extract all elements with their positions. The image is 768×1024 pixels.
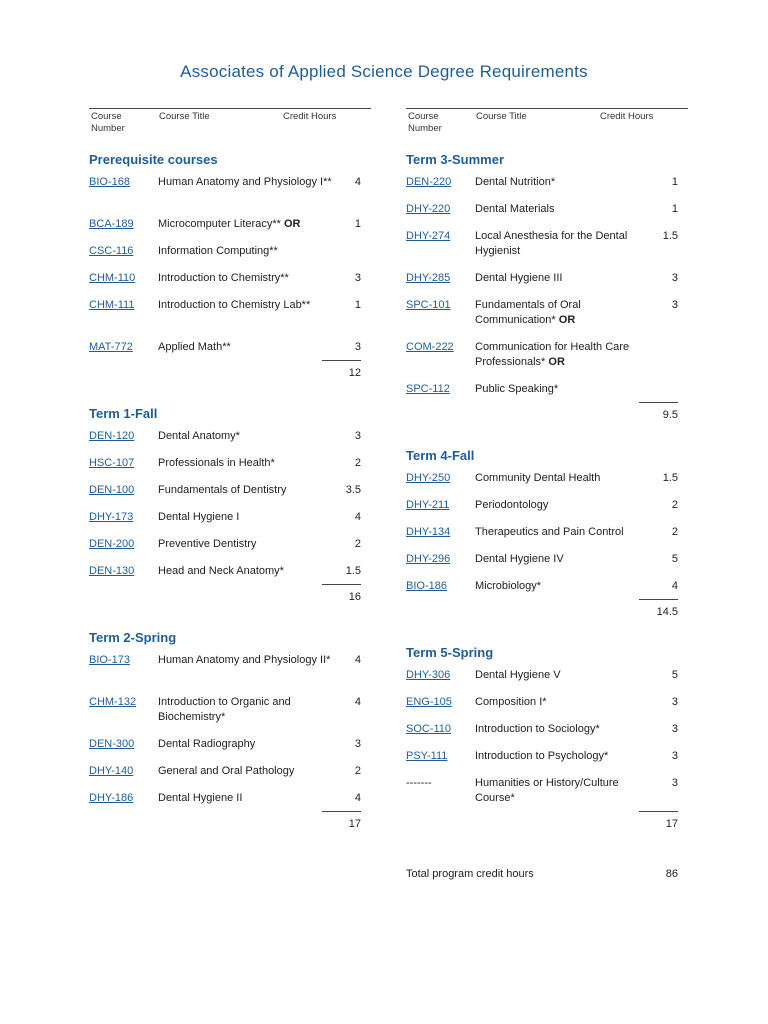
section-subtotal-value: 9.5 <box>662 409 678 421</box>
course-title <box>475 271 650 286</box>
course-code-link: ------- <box>406 777 432 789</box>
table-header <box>89 108 371 151</box>
section-title: Term 4-Fall <box>406 448 475 463</box>
section-title: Prerequisite courses <box>89 152 218 167</box>
course-row <box>89 217 371 244</box>
course-credits: 3 <box>671 777 678 789</box>
course-title-text: Humanities or History/Culture Course* <box>475 777 619 804</box>
course-title-text: Therapeutics and Pain Control <box>475 526 624 538</box>
course-code-link[interactable]: DHY-296 <box>406 553 451 565</box>
section-term-2-spring <box>89 629 371 856</box>
table-header <box>406 108 688 151</box>
course-title <box>475 498 650 513</box>
course-code-link[interactable]: ENG-105 <box>406 696 452 708</box>
course-credits: 4 <box>671 580 678 592</box>
course-credits: 4 <box>354 792 361 804</box>
section-gap <box>89 833 371 856</box>
header-credit-hours: Credit Hours <box>600 111 654 122</box>
course-title-text: Community Dental Health <box>475 472 601 484</box>
course-title <box>475 579 650 594</box>
course-title <box>475 471 650 486</box>
course-title-text: Fundamentals of Dentistry <box>158 484 287 496</box>
course-code-link[interactable]: CHM-110 <box>89 272 136 284</box>
course-title <box>475 749 650 764</box>
course-title-text: Composition I* <box>475 696 547 708</box>
program-total-label: Total program credit hours <box>406 868 534 880</box>
course-title-text: Human Anatomy and Physiology I** <box>158 176 332 188</box>
section-term-4-fall <box>406 447 688 644</box>
section-subtotal <box>89 591 371 606</box>
course-code-link[interactable]: BIO-173 <box>89 654 130 666</box>
course-title <box>158 695 333 725</box>
course-credits: 3 <box>354 341 361 353</box>
course-row <box>89 298 371 340</box>
header-course-title: Course Title <box>159 111 210 122</box>
course-row <box>89 175 371 217</box>
course-row <box>406 229 688 271</box>
course-row <box>89 791 371 818</box>
page-title: Associates of Applied Science Degree Requirements <box>180 62 588 81</box>
course-title <box>158 340 333 355</box>
section-subtotal-value: 17 <box>348 818 361 830</box>
left-column <box>89 108 371 856</box>
course-row <box>89 510 371 537</box>
course-row <box>89 429 371 456</box>
course-title-text: Preventive Dentistry <box>158 538 257 550</box>
course-code-link[interactable]: COM-222 <box>406 341 454 353</box>
course-title <box>475 175 650 190</box>
course-code-link[interactable]: DEN-200 <box>89 538 135 550</box>
course-title-text: Applied Math** <box>158 341 231 353</box>
course-title-text: Microbiology* <box>475 580 542 592</box>
course-title-text: Head and Neck Anatomy* <box>158 565 284 577</box>
course-title <box>158 537 333 552</box>
course-title <box>158 271 333 286</box>
course-credits: 4 <box>354 696 361 708</box>
course-title-text: Dental Nutrition* <box>475 176 556 188</box>
course-credits: 3 <box>671 272 678 284</box>
course-code-link[interactable]: PSY-111 <box>406 750 448 762</box>
section-subtotal <box>406 606 688 621</box>
course-code-link[interactable]: DHY-211 <box>406 499 450 511</box>
course-or-suffix: OR <box>548 356 565 368</box>
course-title <box>475 202 650 217</box>
course-credits: 3 <box>354 430 361 442</box>
section-title: Term 1-Fall <box>89 406 158 421</box>
course-code-link[interactable]: SPC-112 <box>406 383 450 395</box>
course-title-text: Introduction to Psychology* <box>475 750 609 762</box>
course-credits: 3.5 <box>345 484 361 496</box>
course-credits: 3 <box>354 738 361 750</box>
course-code-link[interactable]: DHY-173 <box>89 511 134 523</box>
course-row <box>406 579 688 606</box>
course-code-link[interactable]: SPC-101 <box>406 299 451 311</box>
course-title-text: General and Oral Pathology <box>158 765 295 777</box>
course-title <box>475 525 650 540</box>
course-row <box>406 722 688 749</box>
section-term-1-fall <box>89 405 371 629</box>
course-credits: 3 <box>671 299 678 311</box>
course-credits: 1 <box>671 203 678 215</box>
course-title <box>158 483 333 498</box>
course-title-text: Information Computing** <box>158 245 278 257</box>
course-title-text: Microcomputer Literacy** <box>158 218 281 230</box>
section-term-3-summer <box>406 151 688 447</box>
course-code-link[interactable]: SOC-110 <box>406 723 452 735</box>
course-title <box>475 298 650 328</box>
section-subtotal-value: 16 <box>348 591 361 603</box>
course-title <box>475 722 650 737</box>
course-title <box>158 429 333 444</box>
course-code-link[interactable]: DHY-220 <box>406 203 451 215</box>
course-credits: 1 <box>354 299 361 311</box>
course-title-text: Dental Materials <box>475 203 555 215</box>
section-title: Term 2-Spring <box>89 630 177 645</box>
program-total-value: 86 <box>665 868 678 880</box>
course-title <box>158 764 333 779</box>
course-code-link[interactable]: CHM-132 <box>89 696 137 708</box>
course-title-text: Dental Radiography <box>158 738 256 750</box>
course-title <box>475 340 650 370</box>
course-title-text: Public Speaking* <box>475 383 559 395</box>
course-credits: 3 <box>671 723 678 735</box>
course-code-link[interactable]: MAT-772 <box>89 341 133 353</box>
course-credits: 1.5 <box>662 230 678 242</box>
course-row <box>406 298 688 340</box>
course-title-text: Local Anesthesia for the Dental Hygienist <box>475 230 628 257</box>
course-code-link[interactable]: DHY-186 <box>89 792 134 804</box>
course-row <box>406 382 688 409</box>
course-title-text: Introduction to Organic and Biochemistry* <box>158 696 291 723</box>
course-row <box>89 537 371 564</box>
course-row <box>406 340 688 382</box>
course-code-link[interactable]: DEN-120 <box>89 430 135 442</box>
section-prerequisite <box>89 151 371 405</box>
section-subtotal <box>89 367 371 382</box>
course-credits: 1 <box>354 218 361 230</box>
course-credits: 3 <box>671 696 678 708</box>
course-code-link[interactable]: DHY-140 <box>89 765 134 777</box>
section-gap <box>89 606 371 629</box>
course-credits: 1.5 <box>662 472 678 484</box>
course-row <box>406 776 688 818</box>
course-title-text: Dental Hygiene III <box>475 272 563 284</box>
course-title <box>158 737 333 752</box>
course-title <box>475 695 650 710</box>
course-or-suffix: OR <box>283 218 301 230</box>
section-gap <box>89 382 371 405</box>
course-row <box>89 564 371 591</box>
course-title <box>475 668 650 683</box>
section-gap <box>406 621 688 644</box>
course-row <box>89 244 371 271</box>
course-code-link[interactable]: DHY-250 <box>406 472 451 484</box>
section-subtotal-value: 17 <box>665 818 678 830</box>
course-row <box>406 552 688 579</box>
course-row <box>406 749 688 776</box>
course-code-link[interactable]: BCA-189 <box>89 218 134 230</box>
course-title-text: Dental Anatomy* <box>158 430 240 442</box>
course-credits: 5 <box>671 553 678 565</box>
course-credits: 2 <box>671 499 678 511</box>
course-credits: 2 <box>354 457 361 469</box>
course-title <box>158 653 333 668</box>
course-row <box>406 525 688 552</box>
course-title-text: Dental Hygiene V <box>475 669 561 681</box>
course-title-text: Introduction to Sociology* <box>475 723 600 735</box>
course-code-link[interactable]: DEN-300 <box>89 738 135 750</box>
course-code-link[interactable]: CSC-116 <box>89 245 134 257</box>
course-code-link[interactable]: BIO-168 <box>89 176 130 188</box>
section-subtotal <box>406 818 688 833</box>
section-title: Term 3-Summer <box>406 152 505 167</box>
course-title <box>158 564 333 579</box>
course-code-link[interactable]: DHY-274 <box>406 230 451 242</box>
course-title <box>475 229 650 259</box>
header-course-number: Course Number <box>91 111 125 134</box>
course-title-text: Fundamentals of Oral Communication* <box>475 299 581 326</box>
course-title-text: Human Anatomy and Physiology II* <box>158 654 331 666</box>
course-row <box>406 175 688 202</box>
course-code-link[interactable]: DHY-134 <box>406 526 451 538</box>
section-gap <box>406 833 688 856</box>
course-or-suffix: OR <box>558 314 576 326</box>
course-credits: 1.5 <box>345 565 361 577</box>
section-term-5-spring <box>406 644 688 856</box>
course-title <box>158 456 333 471</box>
course-title-text: Periodontology <box>475 499 549 511</box>
section-gap <box>406 424 688 447</box>
right-column <box>406 108 688 883</box>
course-row <box>406 202 688 229</box>
header-course-title: Course Title <box>476 111 527 122</box>
course-row <box>89 737 371 764</box>
course-credits: 3 <box>354 272 361 284</box>
header-credit-hours: Credit Hours <box>283 111 337 122</box>
section-title: Term 5-Spring <box>406 645 494 660</box>
course-credits: 4 <box>354 511 361 523</box>
course-title <box>158 175 333 190</box>
course-credits: 1 <box>671 176 678 188</box>
course-row <box>406 695 688 722</box>
course-code-link[interactable]: DEN-100 <box>89 484 135 496</box>
course-row <box>406 271 688 298</box>
section-subtotal <box>89 818 371 833</box>
course-title-text: Introduction to Chemistry** <box>158 272 289 284</box>
course-row <box>89 456 371 483</box>
course-title <box>158 298 333 313</box>
course-code-link[interactable]: CHM-111 <box>89 299 135 311</box>
course-credits: 2 <box>354 538 361 550</box>
course-credits: 4 <box>354 176 361 188</box>
course-title <box>475 382 650 397</box>
course-title-text: Dental Hygiene I <box>158 511 240 523</box>
program-total <box>406 868 688 883</box>
section-subtotal-value: 12 <box>348 367 361 379</box>
course-code-link[interactable]: DEN-220 <box>406 176 452 188</box>
course-row <box>89 764 371 791</box>
course-title <box>158 510 333 525</box>
course-row <box>406 471 688 498</box>
course-code-link[interactable]: HSC-107 <box>89 457 135 469</box>
course-title <box>158 244 333 259</box>
course-title-text: Dental Hygiene IV <box>475 553 564 565</box>
course-title <box>475 552 650 567</box>
course-title <box>158 791 333 806</box>
course-code-link[interactable]: DEN-130 <box>89 565 135 577</box>
course-code-link[interactable]: DHY-285 <box>406 272 451 284</box>
section-subtotal-value: 14.5 <box>656 606 678 618</box>
header-course-number: Course Number <box>408 111 442 134</box>
course-title-text: Dental Hygiene II <box>158 792 243 804</box>
course-title-text: Introduction to Chemistry Lab** <box>158 299 311 311</box>
course-title-text: Professionals in Health* <box>158 457 275 469</box>
course-row <box>89 653 371 695</box>
course-credits: 2 <box>354 765 361 777</box>
section-subtotal <box>406 409 688 424</box>
course-credits: 5 <box>671 669 678 681</box>
course-code-link[interactable]: DHY-306 <box>406 669 451 681</box>
course-code-link[interactable]: BIO-186 <box>406 580 447 592</box>
course-title-text: Communication for Health Care Professionals* <box>475 341 630 368</box>
course-row <box>406 668 688 695</box>
course-title <box>475 776 650 806</box>
course-credits: 4 <box>354 654 361 666</box>
course-row <box>89 483 371 510</box>
course-title <box>158 217 333 232</box>
course-row <box>89 271 371 298</box>
course-row <box>406 498 688 525</box>
course-row <box>89 340 371 367</box>
course-row <box>89 695 371 737</box>
course-credits: 2 <box>671 526 678 538</box>
course-credits: 3 <box>671 750 678 762</box>
